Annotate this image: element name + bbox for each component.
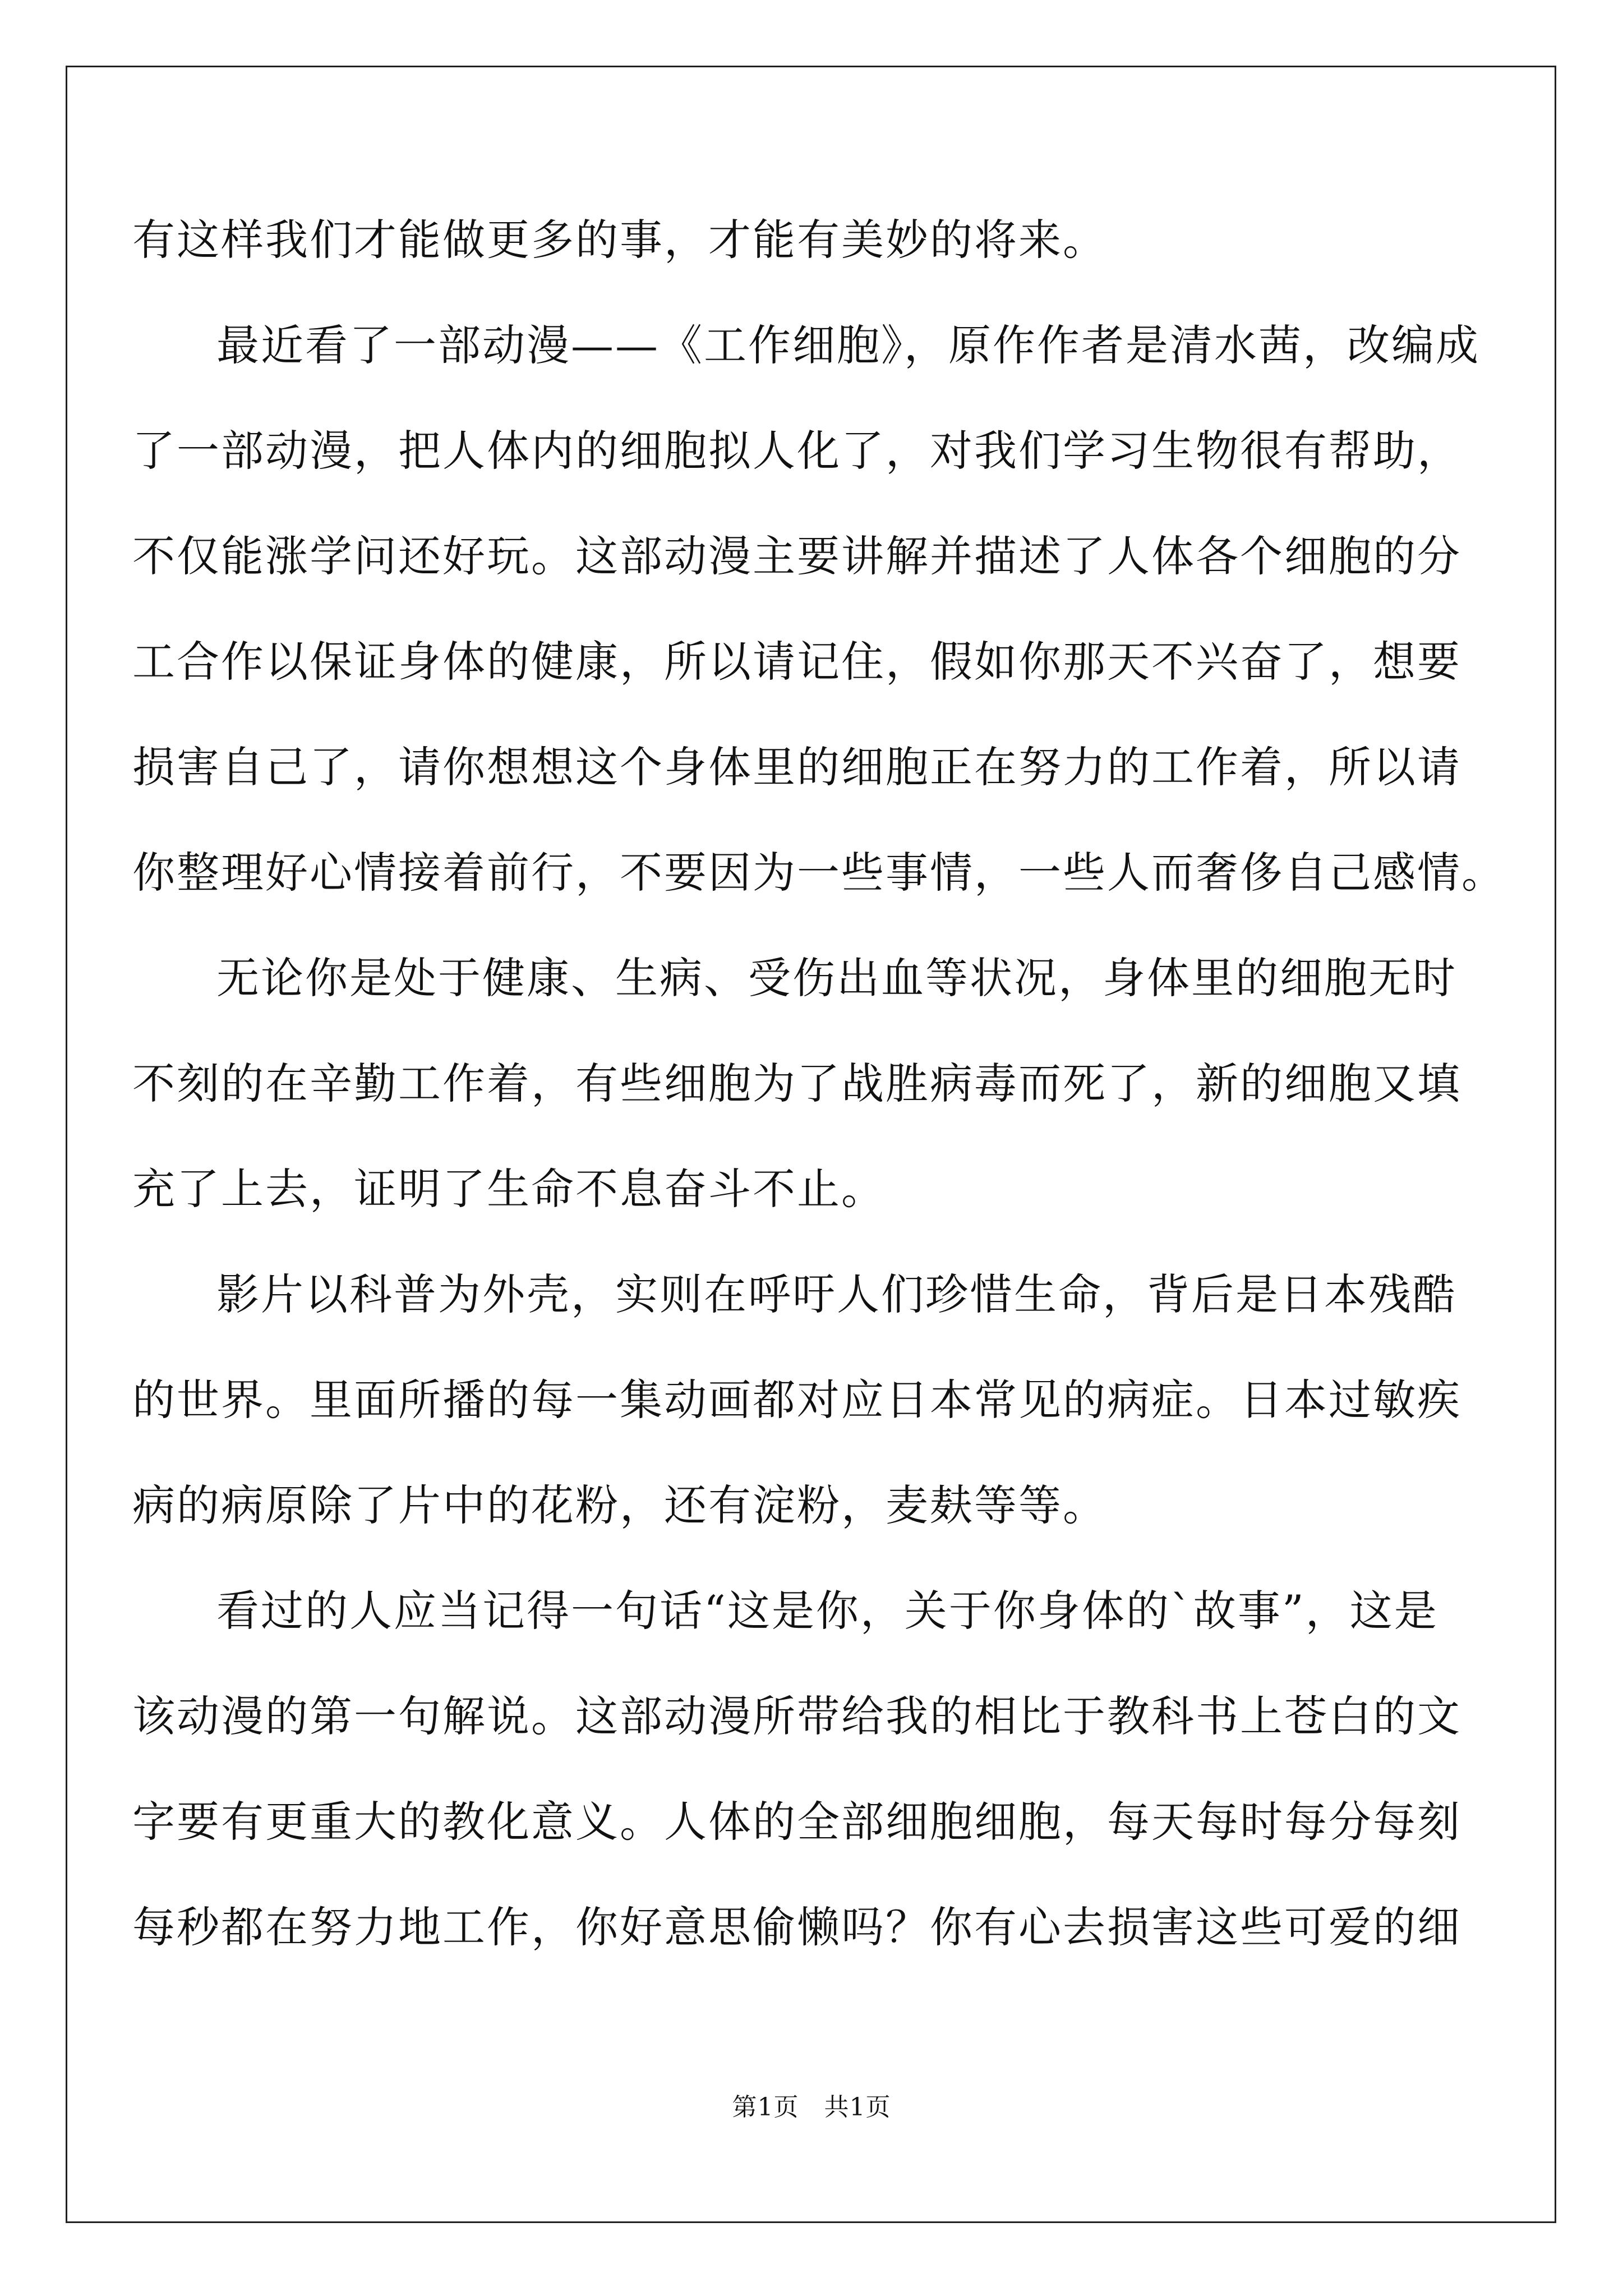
text-line: 有这样我们才能做更多的事，才能有美妙的将来。	[132, 215, 1107, 265]
text-line: 你整理好心情接着前行，不要因为一些事情，一些人而奢侈自己感情。	[132, 848, 1506, 898]
text-line: 充了上去，证明了生命不息奋斗不止。	[132, 1164, 886, 1214]
text-line: 不仅能涨学问还好玩。这部动漫主要讲解并描述了人体各个细胞的分	[132, 531, 1461, 581]
page-footer: 第1页 共1页	[732, 2093, 891, 2122]
text-line: 病的病原除了片中的花粉，还有淀粉，麦麸等等。	[132, 1480, 1107, 1530]
text-line: 影片以科普为外壳，实则在呼吁人们珍惜生命，背后是日本残酷	[216, 1269, 1457, 1319]
text-line: 工合作以保证身体的健康，所以请记住，假如你那天不兴奋了，想要	[132, 637, 1461, 687]
text-line: 无论你是处于健康、生病、受伤出血等状况，身体里的细胞无时	[216, 953, 1457, 1003]
text-line: 的世界。里面所播的每一集动画都对应日本常见的病症。日本过敏疾	[132, 1375, 1461, 1425]
text-line: 不刻的在辛勤工作着，有些细胞为了战胜病毒而死了，新的细胞又填	[132, 1059, 1461, 1108]
text-line: 了一部动漫，把人体内的细胞拟人化了，对我们学习生物很有帮助，	[132, 426, 1461, 476]
text-line: 损害自己了，请你想想这个身体里的细胞正在努力的工作着，所以请	[132, 742, 1461, 792]
text-line: 每秒都在努力地工作，你好意思偷懒吗？你有心去损害这些可爱的细	[132, 1902, 1461, 1952]
text-line: 最近看了一部动漫——《工作细胞》，原作作者是清水茜，改编成	[216, 320, 1480, 370]
text-line: 字要有更重大的教化意义。人体的全部细胞细胞，每天每时每分每刻	[132, 1797, 1461, 1847]
text-line: 看过的人应当记得一句话“这是你，关于你身体的`故事”，这是	[216, 1586, 1438, 1636]
text-line: 该动漫的第一句解说。这部动漫所带给我的相比于教科书上苍白的文	[132, 1691, 1461, 1741]
